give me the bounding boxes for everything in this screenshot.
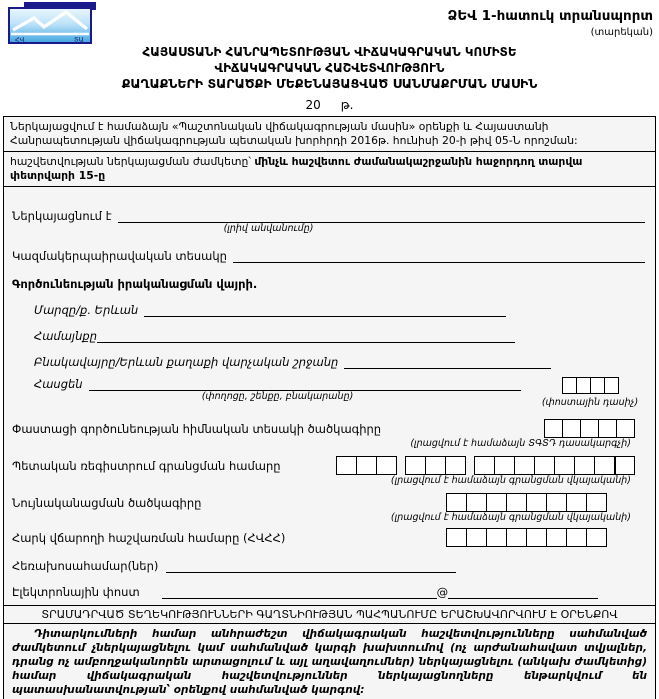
phone-label: Հեռախոսահամար(ներ)	[12, 559, 159, 574]
tin-boxes[interactable]	[446, 528, 607, 547]
register-number-group-3[interactable]	[474, 456, 635, 475]
year-line	[0, 98, 659, 112]
id-code-boxes[interactable]	[446, 493, 607, 512]
settlement-row	[34, 355, 645, 369]
logo-right-text: ՏԱ	[74, 35, 84, 44]
form-body	[4, 186, 655, 605]
register-number-caption: (լրացվում է համաձայն գրանցման վկայականի)	[390, 475, 631, 487]
legal-basis-text: Ներկայացվում է համաձայն «Պաշտոնական վիճակագրության մասին» օրենքի և Հայաստանի Հանրապետության վիճակագրության պետական խորհրդի 2016թ. հունիսի 20-ի թիվ 05-Ն որոշման:	[10, 120, 578, 148]
legal-basis-row	[4, 117, 655, 151]
form-header	[0, 0, 659, 44]
settlement-label: Բնակավայրը/Երևան քաղաքի վարչական շրջանը	[34, 355, 339, 370]
register-number-boxes	[336, 456, 635, 475]
presented-by-row	[12, 209, 645, 223]
email-at-sign: @	[436, 585, 449, 600]
logo-left-text: ՀՎ	[15, 35, 25, 44]
id-code-caption: (լրացվում է համաձայն գրանցման վկայականի)	[390, 512, 631, 524]
activity-code-label: Փաստացի գործունեության հիմնական տեսակի ծածկագիրը	[12, 421, 382, 436]
email-local-input[interactable]	[162, 585, 437, 599]
year-prefix: 20	[305, 98, 321, 112]
address-row	[12, 377, 645, 409]
org-name-heading: ՀԱՅԱՍՏԱՆԻ ՀԱՆՐԱՊԵՏՈՒԹՅԱՆ ՎԻՃԱԿԱԳՐԱԿԱՆ ԿՈՄԻՏԵ	[142, 45, 517, 59]
region-input[interactable]	[144, 303, 506, 317]
activity-code-boxes[interactable]	[544, 419, 635, 438]
address-input[interactable]	[89, 377, 521, 391]
tin-row	[12, 528, 645, 547]
address-caption: (փողոցը, շենքը, բնակարանը)	[201, 391, 354, 403]
form-periodicity: (տարեկան)	[590, 27, 653, 38]
id-code-row	[12, 493, 645, 512]
deadline-row	[4, 151, 655, 186]
report-type-heading: ՎԻՃԱԿԱԳՐԱԿԱՆ ՀԱՇՎԵՏՎՈՒԹՅՈՒՆ	[214, 61, 445, 75]
phone-row	[12, 559, 645, 573]
address-block	[34, 377, 521, 403]
penalty-notice: Դիտարկումների համար անհրաժեշտ վիճակագրական հաշվետվությունները սահմանված ժամկետում չներկայացնելու կամ սահմանված կարգի խախտումով (ոչ արժանահավատ տվյալներ, դրանց ոչ ամբողջականորեն արտացոլում և այլ աղավաղումներ) ներկայացնելու (անկախ ժամկետից) համար վիճակագրական հաշվետվություններ ներկայացնողները ենթարկվում են պատասխանատվության՝ օրենքով սահմանված կարգով:	[4, 623, 655, 699]
form-id-block	[448, 2, 653, 38]
activity-code-caption: (լրացվում է համաձայն ՏԳՏԴ դասակարգչի)	[410, 438, 631, 450]
region-label: Մարզը/ք. Երևան	[34, 303, 139, 318]
org-type-label: Կազմակերպաիրավական տեսակը	[12, 249, 227, 264]
postal-caption: (փոստային դասիչ)	[541, 397, 639, 409]
form-code: ՁԵՎ 1-հատուկ տրանսպորտ	[447, 8, 653, 24]
presented-by-input[interactable]	[118, 209, 646, 223]
tin-label: Հարկ վճարողի հաշվառման համարը (ՀՎՀՀ)	[12, 530, 286, 545]
confidentiality-guarantee: ՏՐԱՄԱԴՐՎԱԾ ՏԵՂԵԿՈՒԹՅՈՒՆՆԵՐԻ ԳԱՂՏՆԻՈՒԹՅԱՆ ՊԱՀՊԱՆՈՒՄԸ ԵՐԱՇԽԱՎՈՐՎՈՒՄ Է ՕՐԵՆՔՈՎ	[4, 605, 655, 623]
armstat-logo-icon	[8, 2, 98, 44]
deadline-prefix: հաշվետվության ներկայացման ժամկետը՝	[10, 155, 255, 169]
register-number-group-2[interactable]	[405, 456, 466, 475]
presented-by-caption: (լրիվ անվանումը)	[223, 223, 314, 235]
presented-by-label: Ներկայացնում է	[12, 209, 112, 224]
location-section-header: Գործունեության իրականացման վայրի.	[12, 277, 258, 292]
community-label: Համայնքը	[34, 329, 98, 344]
year-suffix: թ.	[340, 98, 354, 112]
register-number-row	[12, 456, 645, 475]
settlement-input[interactable]	[344, 355, 551, 369]
id-code-label: Նույնականացման ծածկագիրը	[12, 495, 202, 510]
community-row	[34, 329, 645, 343]
email-row	[12, 585, 645, 599]
form-table	[3, 116, 656, 699]
deadline-date: մինչև հաշվետու ժամանակաշրջանին հաջորդող տարվա փետրվարի 15-ը	[10, 155, 583, 183]
register-number-label: Պետական ռեգիստրում գրանցման համարը	[12, 458, 281, 473]
email-label: Էլեկտրոնային փոստ	[12, 585, 140, 600]
org-type-row	[12, 249, 645, 263]
register-number-group-1[interactable]	[336, 456, 397, 475]
org-type-input[interactable]	[233, 249, 645, 263]
report-title-heading: ՔԱՂԱՔՆԵՐԻ ՏԱՐԱԾՔԻ ՄԵՔԵՆԱՅԱՑՎԱԾ ՍԱՆՄԱՔՐՄԱՆ ՄԱՍԻՆ	[121, 76, 538, 91]
email-domain-input[interactable]	[448, 585, 598, 599]
community-input[interactable]	[97, 329, 515, 343]
postal-block	[535, 377, 645, 409]
phone-input[interactable]	[166, 559, 456, 573]
region-row	[34, 303, 645, 317]
address-label: Հասցեն	[34, 377, 83, 392]
activity-code-row	[12, 419, 645, 438]
postal-code-boxes[interactable]	[562, 377, 619, 394]
